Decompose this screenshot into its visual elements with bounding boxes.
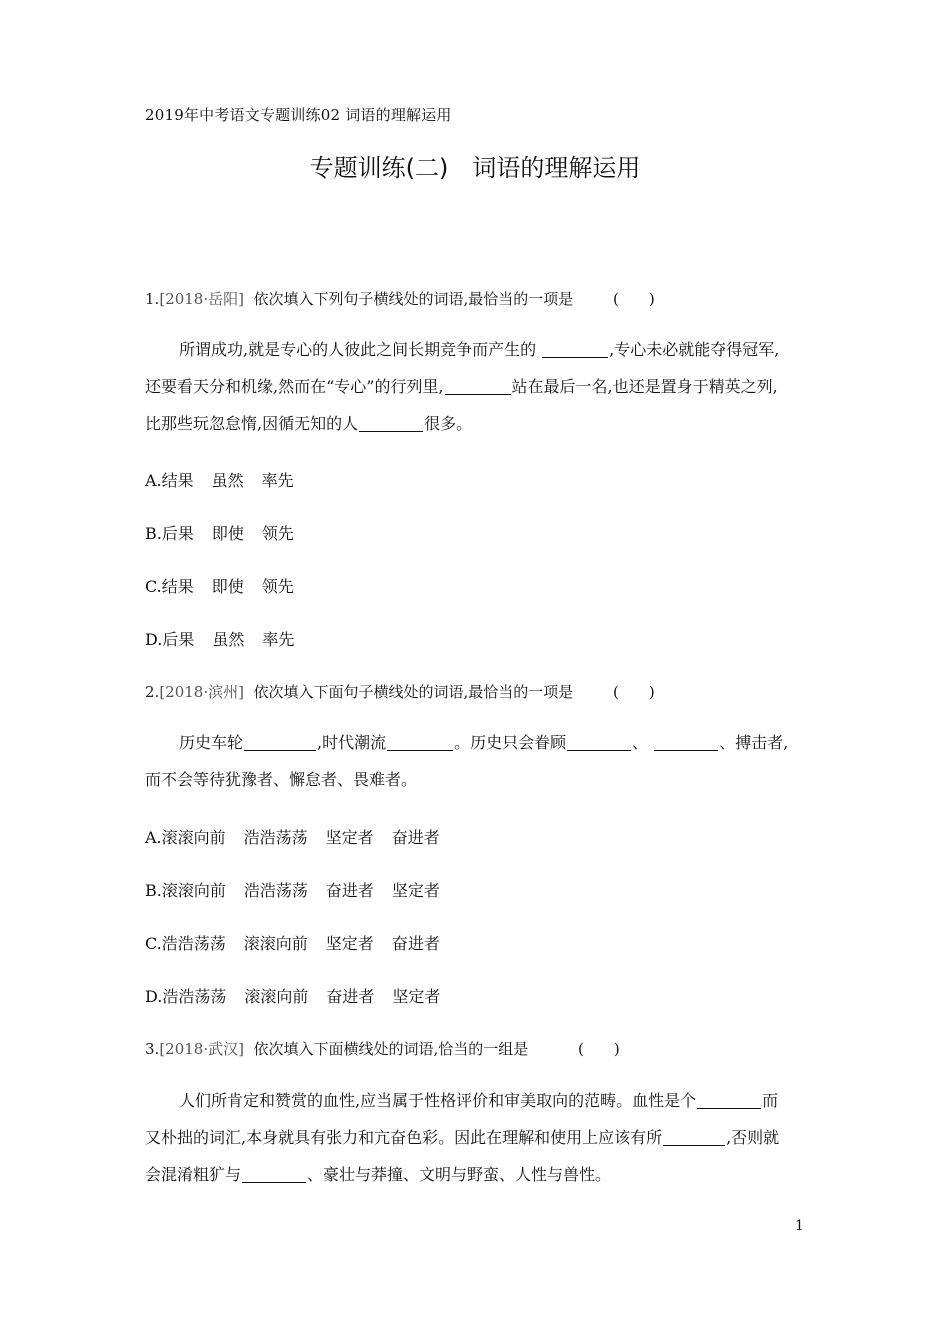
- question-2-passage: [145, 724, 810, 798]
- option-d[interactable]: D.浩浩荡荡 滚滚向前 奋进者 坚定者: [145, 987, 441, 1006]
- option-a[interactable]: A.滚滚向前 浩浩荡荡 坚定者 奋进者: [145, 828, 440, 847]
- option-d[interactable]: D.后果 虽然 率先: [145, 630, 295, 649]
- answer-parentheses: ( ): [613, 683, 655, 701]
- passage-line: 还要看天分和机缘,然而在“专心”的行列里, 站在最后一名,也还是置身于精英之列,: [145, 377, 778, 396]
- question-prompt: 依次填入下面横线处的词语,恰当的一组是: [253, 1040, 529, 1058]
- question-source: [2018·岳阳]: [159, 290, 244, 308]
- option-a[interactable]: A.结果 虽然 率先: [145, 471, 294, 490]
- passage-line: 比那些玩忽怠惰,因循无知的人 很多。: [145, 414, 473, 433]
- fill-blank[interactable]: [542, 341, 608, 358]
- passage-line: 又朴拙的词汇,本身就具有张力和亢奋色彩。因此在理解和使用上应该有所 ,否则就: [145, 1128, 780, 1147]
- question-3-passage: [145, 1082, 810, 1193]
- answer-parentheses: ( ): [613, 290, 655, 308]
- fill-blank[interactable]: [244, 734, 316, 751]
- option-b[interactable]: B.后果 即使 领先: [145, 524, 294, 543]
- question-source: [2018·滨州]: [159, 683, 244, 701]
- question-1-heading: [145, 288, 573, 309]
- question-prompt: 依次填入下面句子横线处的词语,最恰当的一项是: [253, 683, 574, 701]
- fill-blank[interactable]: [567, 734, 631, 751]
- question-2-heading: [145, 681, 573, 702]
- fill-blank[interactable]: [663, 1129, 725, 1146]
- page-title: 专题训练(二) 词语的理解运用: [309, 154, 641, 182]
- document-header: 2019年中考语文专题训练02 词语的理解运用: [145, 106, 452, 124]
- question-source: [2018·武汉]: [159, 1040, 244, 1058]
- answer-parentheses: ( ): [578, 1040, 620, 1058]
- page-number: 1: [795, 1218, 804, 1234]
- fill-blank[interactable]: [697, 1092, 761, 1109]
- question-3-heading: [145, 1038, 528, 1059]
- fill-blank[interactable]: [654, 734, 718, 751]
- question-prompt: 依次填入下列句子横线处的词语,最恰当的一项是: [253, 290, 574, 308]
- option-b[interactable]: B.滚滚向前 浩浩荡荡 奋进者 坚定者: [145, 881, 440, 900]
- passage-line: 会混淆粗犷与 、豪壮与莽撞、文明与野蛮、人性与兽性。: [145, 1165, 612, 1184]
- question-number: 2.: [145, 683, 160, 701]
- fill-blank[interactable]: [387, 734, 453, 751]
- passage-line: 所谓成功,就是专心的人彼此之间长期竞争而产生的 ,专心未必就能夺得冠军,: [179, 340, 780, 359]
- fill-blank[interactable]: [242, 1166, 306, 1183]
- question-number: 1.: [145, 290, 160, 308]
- option-c[interactable]: C.结果 即使 领先: [145, 577, 294, 596]
- question-1-passage: [145, 331, 810, 442]
- fill-blank[interactable]: [445, 378, 511, 395]
- passage-line: 而不会等待犹豫者、懈怠者、畏难者。: [145, 770, 418, 789]
- fill-blank[interactable]: [359, 415, 423, 432]
- passage-line: 历史车轮 ,时代潮流 。历史只会眷顾 、 、搏击者,: [179, 733, 789, 752]
- question-number: 3.: [145, 1040, 160, 1058]
- option-c[interactable]: C.浩浩荡荡 滚滚向前 坚定者 奋进者: [145, 934, 440, 953]
- passage-line: 人们所肯定和赞赏的血性,应当属于性格评价和审美取向的范畴。血性是个 而: [179, 1091, 779, 1110]
